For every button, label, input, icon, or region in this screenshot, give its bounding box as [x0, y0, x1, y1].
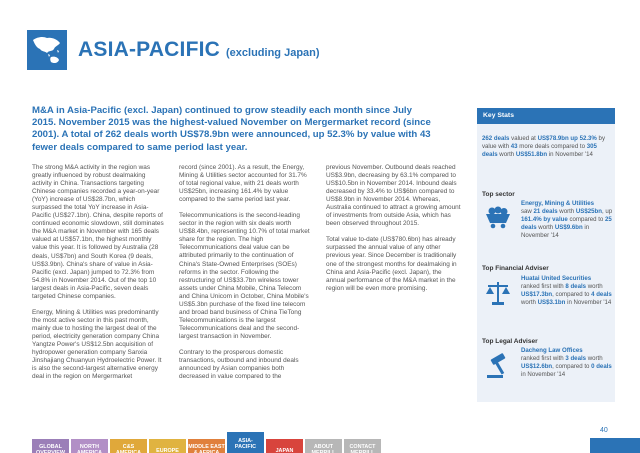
stat-value: 305 deals	[482, 142, 597, 158]
top-sector-details	[521, 200, 613, 240]
tab-north-america[interactable]	[71, 439, 108, 453]
stat-value: 43	[510, 142, 518, 150]
stat-text: more deals compared to	[517, 142, 587, 150]
adviser-name: Huatai United Securities	[521, 275, 592, 282]
tab-europe[interactable]	[149, 439, 186, 453]
stat-value: US$25bn	[575, 207, 602, 215]
stat-text: worth	[497, 150, 516, 158]
tab-label: JAPAN	[275, 448, 294, 453]
stat-text: ranked first with	[521, 282, 566, 290]
stat-text: worth	[536, 223, 555, 231]
stat-text: compared to	[567, 215, 606, 223]
top-legal-adviser-details	[521, 347, 613, 379]
asia-map-icon	[27, 30, 67, 70]
tab-label: GLOBAL	[39, 444, 62, 450]
tab-label: MERRILL	[311, 450, 336, 453]
tab-label: & AFRICA	[193, 450, 220, 453]
stat-value: US$17.3bn	[521, 290, 553, 298]
stat-text: , compared to	[552, 362, 592, 370]
tab-label: C&S	[122, 444, 135, 450]
body-paragraph: record (since 2001). As a result, the Energy, Mining & Utilities sector accounted for 31.7% of total regional value, with 21 deals worth US$25bn, increasing 161.4% by value compared to the same period last year.	[179, 164, 307, 204]
stat-text: in November '14	[547, 150, 593, 158]
tab-label: ABOUT	[313, 444, 334, 450]
stat-text: , up	[601, 207, 613, 215]
stat-value: 3 deals	[565, 354, 587, 362]
body-paragraph: previous November. Outbound deals reached US$3.9bn, decreasing by 63.1% compared to US$10.5bn in November 2014. Inbound deals decreased by 33.4% to US$6bn compared to US$8.9bn in November 2014. Whereas, Australia continued to attract a growing amount of investments from outside Asia, which has been observed throughout 2015.	[326, 164, 461, 228]
key-stats-summary	[482, 135, 610, 159]
body-paragraph: Telecommunications is the second-leading sector in the region with six deals worth US$8.4bn, representing 10.7% of total market share for the region. The high Telecommunications deal value can be attributed primarily to the continuation of China's State-Owned Enterprises (SOEs) reforms in the sector. Following the restructuring of US$33.7bn wireless tower assets under China Mobile, China Telecom and China Unicom in October, China Mobile's US$5.3bn purchase of the fixed line telecom and broad band business of China TieTong Telecommunications is the largest Telecommunications deal and the second-largest transaction in November.	[179, 212, 310, 340]
stat-text: worth	[586, 282, 603, 290]
stat-text: worth	[586, 354, 603, 362]
stat-value: 4 deals	[591, 290, 612, 298]
body-column-1	[32, 164, 166, 389]
intro-paragraph: M&A in Asia-Pacific (excl. Japan) continued to grow steadily each month since July 2015. November 2015 was the highest-valued November on Mergermarket record (since 2001). A total of 262 deals worth US$78.9bn were announced, up 52.3% by value with 43 fewer deals compared to same period last year.	[32, 105, 431, 153]
stat-text: ranked first with	[521, 354, 566, 362]
body-column-2	[179, 164, 311, 389]
stat-value: US$9.6bn	[554, 223, 583, 231]
adviser-name: Dacheng Law Offices	[521, 347, 583, 354]
stat-value: 0 deals	[591, 362, 612, 370]
tab-cs-america[interactable]	[110, 439, 147, 453]
key-stats-heading: Key Stats	[477, 108, 615, 124]
body-paragraph: Total value to-date (US$780.6bn) has already surpassed the annual value of any other previous year. Since December is traditionally one of the strongest months for dealmaking in China and Asia-Pacific (excl. Japan), the annual performance of the M&A market in the region will be even more promising.	[326, 236, 457, 292]
tab-japan[interactable]	[266, 439, 303, 453]
stat-text: in November '14	[565, 298, 612, 306]
stat-text: saw	[521, 207, 534, 215]
page-title: ASIA-PACIFIC	[78, 38, 221, 61]
tab-label: MERRILL	[350, 450, 375, 453]
stat-value: US$12.6bn	[521, 362, 553, 370]
section-nav	[32, 432, 383, 453]
stat-value: US$3.1bn	[537, 298, 566, 306]
tab-global-overview[interactable]	[32, 439, 69, 453]
tab-label: MIDDLE EAST	[188, 444, 225, 450]
tab-label: AMERICA	[115, 450, 142, 453]
page-bar	[590, 438, 640, 453]
body-paragraph: Energy, Mining & Utilities was predominantly the most active sector in this past month, mainly due to hosting the largest deal of the period, electricity generation company China Yangtze Power's US$12.5bn acquisition of hydropower generation company Sanxia Jinshajiang Chuanyun Hydroelectric Power. It is also the second-largest alternative energy deal in the region on Mergermarket	[32, 308, 162, 381]
stat-value: 161.4% by value	[521, 215, 568, 223]
top-financial-adviser-details	[521, 275, 613, 307]
tab-about-merrill[interactable]	[305, 439, 342, 453]
scales-icon	[483, 280, 513, 311]
top-sector-title: Top sector	[482, 191, 515, 198]
page-subtitle: (excluding Japan)	[226, 47, 320, 59]
stat-value: 25 deals	[521, 215, 612, 231]
tab-label: CONTACT	[349, 444, 376, 450]
stat-text: valued at	[509, 135, 538, 142]
key-stats-sidebar	[477, 108, 615, 402]
stat-value: US$51.8bn	[515, 150, 548, 158]
gavel-icon	[483, 353, 513, 384]
tab-middle-east-africa[interactable]	[188, 439, 225, 453]
stat-text: worth	[557, 207, 576, 215]
tab-label: EUROPE	[156, 448, 179, 453]
page-number: 40	[600, 427, 608, 434]
stat-text: in November '14	[521, 223, 590, 239]
body-paragraph: Contrary to the prosperous domestic transactions, outbound and inbound deals announced by Asian companies both decreased in value compared to the	[179, 348, 299, 381]
tab-contact-merrill[interactable]	[344, 439, 381, 453]
tab-label: PACIFIC	[234, 444, 257, 450]
tab-label: OVERVIEW	[36, 450, 65, 453]
stat-value: 262 deals	[482, 135, 510, 142]
tab-asia-pacific[interactable]	[227, 432, 264, 453]
page-header	[27, 30, 320, 70]
stat-value: 21 deals	[533, 207, 558, 215]
body-column-3	[326, 164, 461, 301]
top-financial-adviser-title: Top Financial Adviser	[482, 265, 549, 272]
top-legal-adviser-title: Top Legal Adviser	[482, 338, 538, 345]
stat-text: by value with	[482, 135, 605, 150]
mine-cart-icon	[483, 205, 513, 234]
sector-name: Energy, Mining & Utilities	[521, 200, 595, 207]
tab-label: AMERICA	[76, 450, 103, 453]
stat-value: 8 deals	[565, 282, 587, 290]
stat-text: worth	[521, 298, 538, 306]
stat-text: in November '14	[521, 370, 566, 378]
stat-text: , compared to	[552, 290, 592, 298]
body-paragraph: The strong M&A activity in the region was greatly influenced by robust dealmaking activity in China. Transactions targeting Chinese companies recorded a year-on-year (YoY) increase of US$28.7bn, which surpassed the total YoY increase in Asia-Pacific (US$27.1bn). China, despite reports of continued economic slowdown, still dominates the M&A market in November with 165 deals valued at US$57.1bn, the highest monthly value this year. It is followed by Australia (28 deals, US$7bn) and South Korea (9 deals, US$3.9bn). China's share of value in Asia-Pacific (excl. Japan) jumped to 72.3% from 54.8% in November 2014. Out of the top 10 largest deals in Asia-Pacific, seven deals targeted Chinese companies.	[32, 164, 164, 300]
tab-label: NORTH	[79, 444, 100, 450]
stat-value: US$78.9bn up 52.3%	[537, 135, 597, 142]
tab-label: ASIA-	[238, 438, 253, 444]
